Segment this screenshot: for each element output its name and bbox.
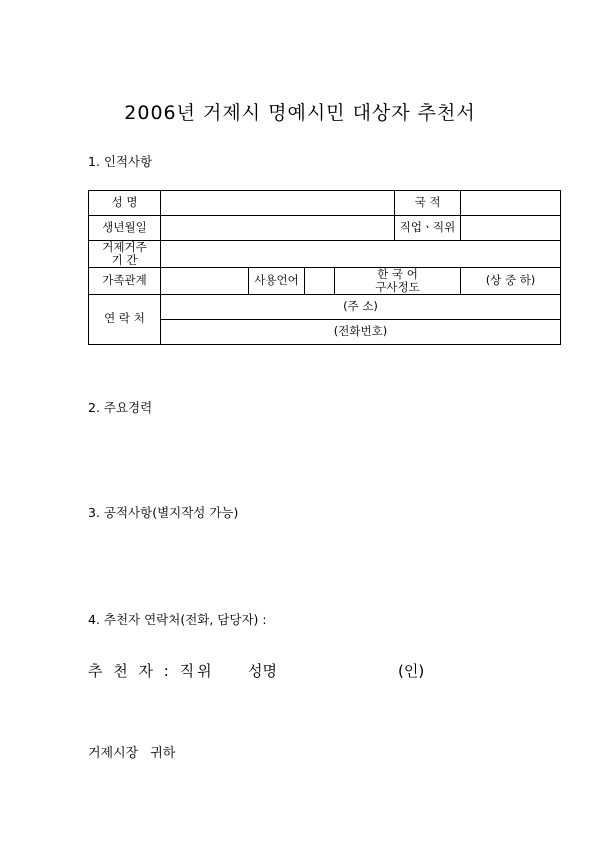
cell-value-family[interactable] [161, 267, 249, 294]
section-heading-personal-info: 1. 인적사항 [88, 154, 153, 169]
page-title: 2006년 거제시 명예시민 대상자 추천서 [124, 102, 476, 124]
addressee-honorific: 귀하 [150, 746, 176, 761]
table-row [89, 241, 561, 268]
section-heading-career: 2. 주요경력 [88, 400, 153, 415]
cell-value-name[interactable] [161, 191, 395, 216]
table-row [89, 267, 561, 294]
cell-value-occupation[interactable] [461, 216, 561, 241]
cell-label-occupation: 직업ㆍ직위 [395, 216, 461, 241]
korean-label-line1: 한 국 어 [377, 266, 418, 281]
cell-value-korean-level[interactable]: (상 중 하) [461, 267, 561, 294]
section-heading-merits: 3. 공적사항(별지작성 가능) [88, 505, 239, 520]
recommender-seal-label: (인) [398, 662, 425, 680]
addressee-line [88, 742, 175, 761]
addressee-label: 거제시장 [88, 746, 139, 761]
personal-info-table [88, 190, 561, 345]
cell-label-address[interactable]: (주 소) [161, 294, 561, 319]
cell-value-language[interactable] [305, 267, 335, 294]
recommender-signature-line [88, 660, 558, 681]
cell-label-korean-level [335, 267, 461, 294]
cell-label-contact: 연 락 처 [89, 294, 161, 344]
cell-label-nationality: 국 적 [395, 191, 461, 216]
cell-label-language: 사용언어 [249, 267, 305, 294]
cell-label-phone[interactable]: (전화번호) [161, 319, 561, 344]
recommender-name-label: 성명 [248, 662, 277, 680]
residence-label-line1: 거제거주 [102, 240, 147, 254]
korean-label-line2: 구사정도 [375, 279, 420, 294]
cell-label-name: 성 명 [89, 191, 161, 216]
cell-label-birthdate: 생년월일 [89, 216, 161, 241]
cell-value-nationality[interactable] [461, 191, 561, 216]
recommender-title-label: 추 천 자 : 직위 [88, 662, 215, 680]
table-row [89, 294, 561, 319]
cell-value-birthdate[interactable] [161, 216, 395, 241]
table-row [89, 216, 561, 241]
residence-label-line2: 기 간 [111, 252, 138, 267]
cell-label-residence-period [89, 241, 161, 268]
cell-label-family: 가족관계 [89, 267, 161, 294]
table-row [89, 191, 561, 216]
section-heading-recommender-contact: 4. 추천자 연락처(전화, 담당자) : [88, 612, 267, 627]
cell-value-residence-period[interactable] [161, 241, 561, 268]
